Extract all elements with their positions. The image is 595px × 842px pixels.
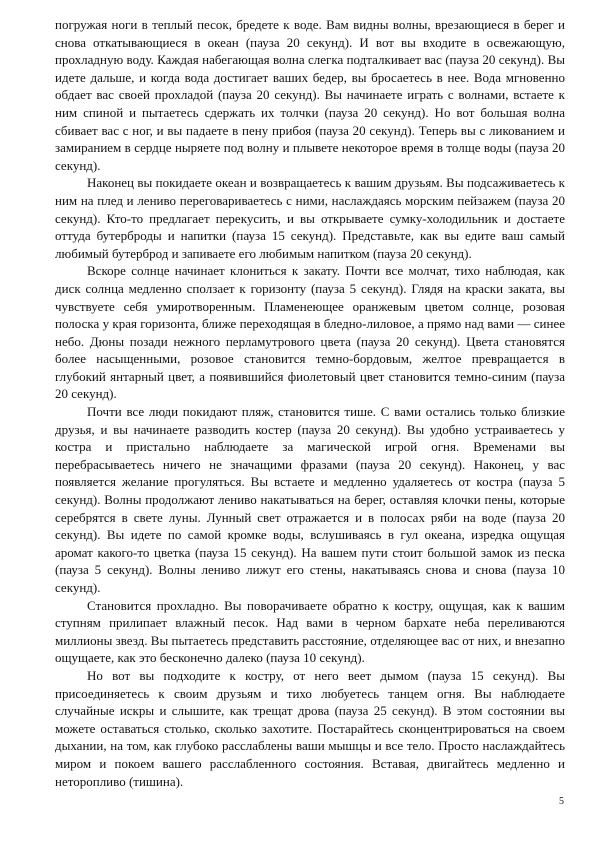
- paragraph: Но вот вы подходите к костру, от него веет дымом (пауза 15 секунд). Вы присоединяетесь к своим друзьям и тихо любуетесь танцем огня. Вы наблюдаете случайные искры и слышите, как трещат дрова (пауза 25 секунд). В этом состоянии вы можете оставаться столько, сколько захотите. Постарайтесь сконцентрироваться на своем дыхании, на том, как глубоко расслаблены ваши мышцы и все тело. Просто наслаждайтесь миром и покоем вашего расслабленного состояния. Вставая, двигайтесь медленно и неторопливо (тишина).: [55, 667, 565, 789]
- page-number: 5: [559, 796, 564, 807]
- paragraph: Вскоре солнце начинает клониться к закату. Почти все молчат, тихо наблюдая, как диск солнца медленно сползает к горизонту (пауза 5 секунд). Глядя на краски заката, вы чувствуете себя умиротворенным. Пламенеющее оранжевым цветом солнце, розовая полоска у края горизонта, ближе переходящая в бледно-лиловое, а прямо над вами — синее небо. Дюны позади нежного перламутрового цвета (пауза 20 секунд). Цвета становятся более насыщенными, розовое становится темно-бордовым, желтое превращается в глубокий янтарный цвет, а появившийся фиолетовый цвет становится темно-синим (пауза 20 секунд).: [55, 263, 565, 402]
- paragraph: погружая ноги в теплый песок, бредете к воде. Вам видны волны, врезающиеся в берег и снова откатывающиеся в океан (пауза 20 секунд). И вот вы входите в освежающую, прохладную воду. Каждая набегающая волна слегка подталкивает вас (пауза 20 секунд). Вы идете дальше, и когда вода достигает ваших бедер, вы бросаетесь в нее. Вода мгновенно обдает вас своей прохладой (пауза 20 секунд). Вы начинаете играть с волнами, встаете к ним спиной и пытаетесь сдержать их толчки (пауза 20 секунд). Но вот большая волна сбивает вас с ног, и вы падаете в пену прибоя (пауза 20 секунд). Теперь вы с ликованием и замиранием в сердце ныряете под волну и плывете некоторое время в толще воды (пауза 20 секунд).: [55, 17, 565, 173]
- paragraph: Становится прохладно. Вы поворачиваете обратно к костру, ощущая, как к вашим ступням прилипает влажный песок. Над вами в черном бархате неба переливаются миллионы звезд. Вы пытаетесь представить расстояние, отделяющее вас от них, и внезапно ощущаете, как это бесконечно далеко (пауза 10 секунд).: [55, 597, 565, 666]
- paragraph: Наконец вы покидаете океан и возвращаетесь к вашим друзьям. Вы подсаживаетесь к ним на плед и лениво переговариваетесь с ними, наслаждаясь морским пейзажем (пауза 20 секунд). Кто-то предлагает перекусить, и вы открываете сумку-холодильник и достаете оттуда бутерброды и напитки (пауза 15 секунд). Представьте, как вы едите ваш самый любимый бутерброд и запиваете его любимым напитком (пауза 20 секунд).: [55, 175, 565, 261]
- body-text: [55, 16, 565, 790]
- paragraph: Почти все люди покидают пляж, становится тише. С вами остались только близкие друзья, и вы начинаете разводить костер (пауза 20 секунд). Вы удобно устраиваетесь у костра и пристально наблюдаете за магической игрой огня. Временами вы перебрасываетесь ничего не значащими фразами (пауза 20 секунд). Наконец, у вас появляется желание прогуляться. Вы встаете и медленно удаляетесь от костра (пауза 5 секунд). Волны продолжают лениво накатываться на берег, оставляя клочки пены, которые серебрятся в свете луны. Лунный свет отражается и в полосах ряби на воде (пауза 20 секунд). Вы идете по самой кромке воды, вслушиваясь в гул океана, изредка ощущая аромат какого-то цветка (пауза 15 секунд). На вашем пути стоит большой замок из песка (пауза 5 секунд). Волны лениво лижут его стены, накатываясь снова и снова (пауза 10 секунд).: [55, 404, 565, 595]
